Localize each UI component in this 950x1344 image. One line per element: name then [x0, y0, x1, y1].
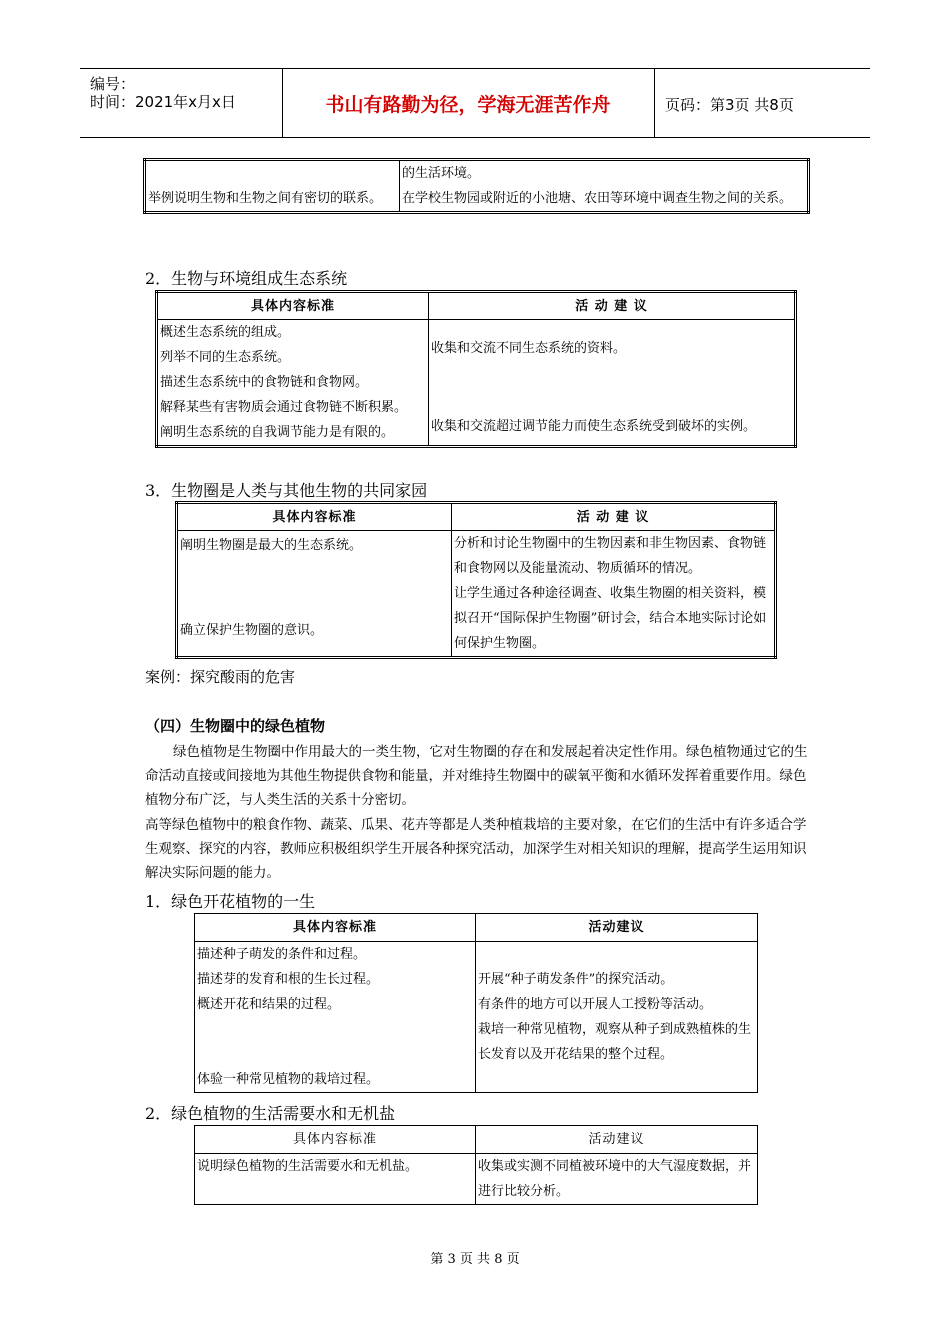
standard-text: 确立保护生物圈的意识。 [180, 623, 324, 638]
activity-text: 在学校生物园或附近的小池塘、农田等环境中调查生物之间的关系。 [402, 191, 793, 206]
table-biosphere [175, 501, 777, 659]
page-info: 页码：第3页 共8页 [665, 96, 794, 114]
part-title: （四）生物圈中的绿色植物 [145, 717, 326, 735]
table-cell [400, 160, 809, 213]
standard-text: 描述生态系统中的食物链和食物网。 [160, 375, 369, 390]
standard-text: 阐明生物圈是最大的生态系统。 [180, 538, 363, 553]
header-meta [80, 69, 282, 137]
column-header: 活动建议 [476, 914, 758, 942]
time-label: 时间：2021年x月x日 [90, 93, 236, 111]
paragraph: 高等绿色植物中的粮食作物、蔬菜、瓜果、花卉等都是人类种植栽培的主要对象，在它们的生活中有许多适合学生观察、探究的内容，教师应积极组织学生开展各种探究活动，加深学生对相关知识的理解，提高学生运用知识解决实际问题的能力。 [145, 817, 807, 881]
standard-text: 说明绿色植物的生活需要水和无机盐。 [197, 1159, 419, 1174]
column-header: 活动建议 [476, 1126, 758, 1154]
header-motto: 书山有路勤为径，学海无涯苦作舟 [325, 93, 611, 116]
table-row [177, 531, 776, 658]
activity-text: 有条件的地方可以开展人工授粉等活动。 [478, 997, 713, 1012]
case-text: 案例：探究酸雨的危害 [145, 668, 296, 686]
section-heading: 2．绿色植物的生活需要水和无机盐 [145, 1104, 396, 1123]
column-header: 活 动 建 议 [452, 503, 776, 531]
table-header-row [177, 503, 776, 531]
standard-text: 描述芽的发育和根的生长过程。 [197, 972, 380, 987]
table-cell [476, 942, 758, 1093]
table-header-row [195, 1126, 758, 1154]
table-continuation [143, 158, 810, 214]
activity-text: 让学生通过各种途径调查、收集生物圈的相关资料，模拟召开“国际保护生物圈”研讨会，结合本地实际讨论如何保护生物圈。 [454, 586, 767, 651]
table-cell [429, 320, 796, 447]
table-cell [476, 1154, 758, 1205]
activity-text: 栽培一种常见植物，观察从种子到成熟植株的生长发育以及开花结果的整个过程。 [478, 1022, 752, 1062]
standard-text: 概述生态系统的组成。 [160, 325, 291, 340]
section-heading: 3．生物圈是人类与其他生物的共同家园 [145, 481, 428, 500]
table-header-row [195, 914, 758, 942]
standard-text: 阐明生态系统的自我调节能力是有限的。 [160, 425, 395, 440]
section-heading: 2．生物与环境组成生态系统 [145, 269, 348, 288]
table-flowering-plant [194, 913, 758, 1093]
activity-text: 的生活环境。 [402, 166, 481, 181]
table-cell [177, 531, 452, 658]
table-water-minerals [194, 1125, 758, 1205]
page-header [80, 68, 870, 138]
activity-text: 收集或实测不同植被环境中的大气湿度数据，并进行比较分析。 [478, 1159, 752, 1199]
column-header: 具体内容标准 [195, 1126, 476, 1154]
table-header-row [157, 292, 796, 320]
table-row [195, 942, 758, 1093]
standard-text: 列举不同的生态系统。 [160, 350, 291, 365]
section-heading: 1．绿色开花植物的一生 [145, 892, 316, 911]
page-footer: 第 3 页 共 8 页 [430, 1252, 520, 1267]
table-row [157, 320, 796, 447]
column-header: 具体内容标准 [177, 503, 452, 531]
table-cell [195, 942, 476, 1093]
standard-text: 描述种子萌发的条件和过程。 [197, 947, 367, 962]
activity-text: 开展“种子萌发条件”的探究活动。 [478, 972, 674, 987]
number-label: 编号： [90, 75, 136, 93]
paragraph: 绿色植物是生物圈中作用最大的一类生物，它对生物圈的存在和发展起着决定性作用。绿色植物通过它的生命活动直接或间接地为其他生物提供食物和能量，并对维持生物圈中的碳氧平衡和水循环发挥着重要作用。绿色植物分布广泛，与人类生活的关系十分密切。 [145, 744, 808, 808]
table-cell [157, 320, 429, 447]
standard-text: 概述开花和结果的过程。 [197, 997, 341, 1012]
table-cell [145, 160, 400, 213]
activity-text: 分析和讨论生物圈中的生物因素和非生物因素、食物链和食物网以及能量流动、物质循环的情况。 [454, 536, 767, 576]
standard-text: 解释某些有害物质会通过食物链不断积累。 [160, 400, 408, 415]
standard-text: 体验一种常见植物的栽培过程。 [197, 1072, 380, 1087]
activity-text: 收集和交流超过调节能力而使生态系统受到破坏的实例。 [431, 419, 757, 434]
standard-text: 举例说明生物和生物之间有密切的联系。 [148, 191, 383, 206]
activity-text: 收集和交流不同生态系统的资料。 [431, 341, 627, 356]
header-divider [654, 69, 655, 137]
table-row [195, 1154, 758, 1205]
table-row [145, 160, 809, 213]
column-header: 具体内容标准 [195, 914, 476, 942]
table-cell [452, 531, 776, 658]
column-header: 活 动 建 议 [429, 292, 796, 320]
table-cell [195, 1154, 476, 1205]
column-header: 具体内容标准 [157, 292, 429, 320]
table-ecosystem [155, 290, 797, 448]
